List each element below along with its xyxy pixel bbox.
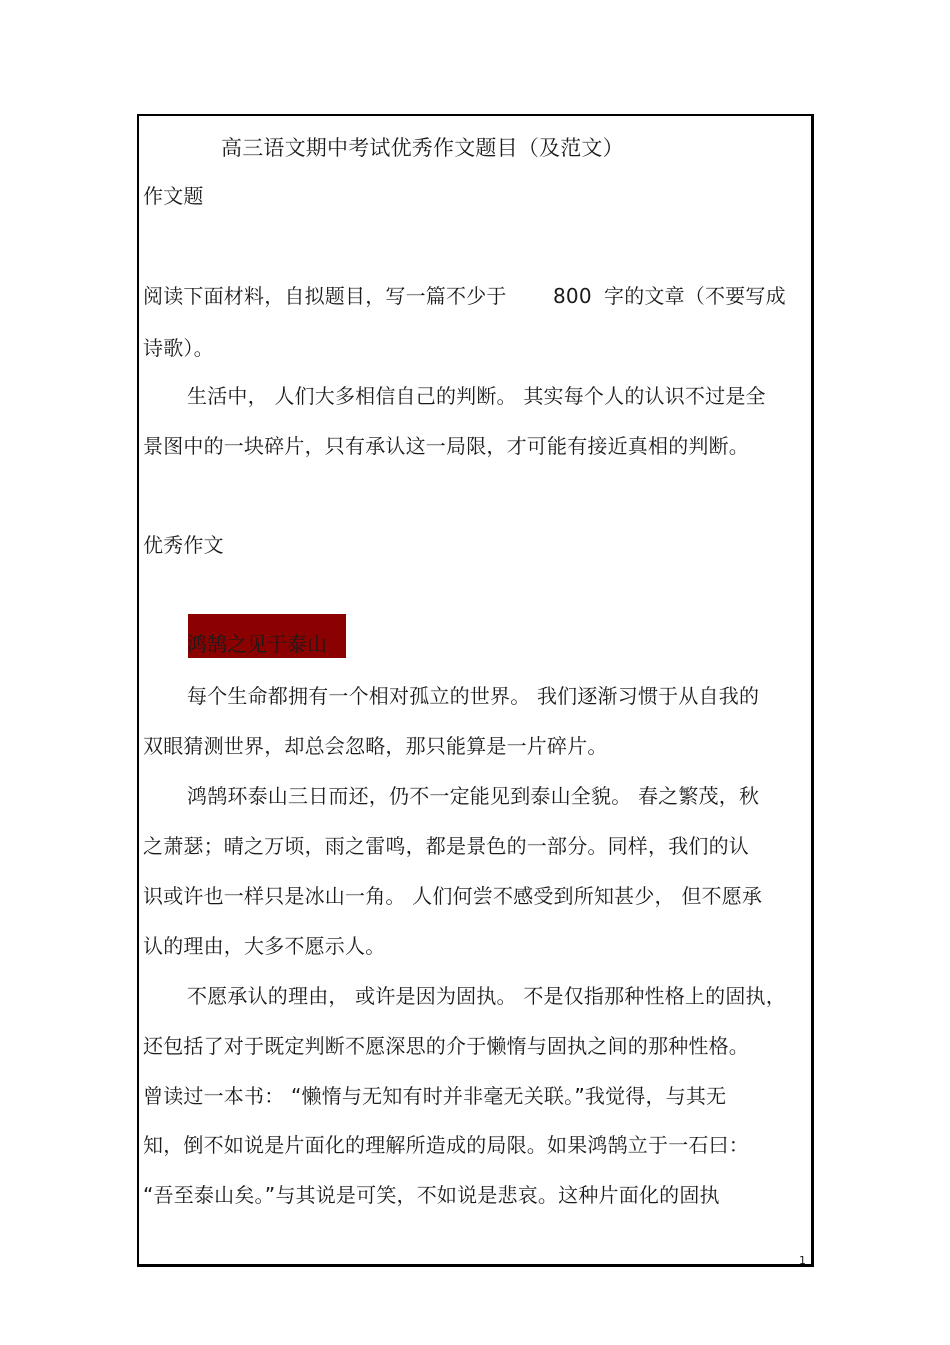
- prompt-text-b: 字的文章（不要写成: [604, 284, 786, 308]
- material-line-1: 生活中， 人们大多相信自己的判断。 其实每个人的认识不过是全: [187, 384, 766, 408]
- essay-title: 鸿鹄之见于泰山: [187, 632, 327, 656]
- essay-line: 识或许也一样只是冰山一角。 人们何尝不感受到所知甚少， 但不愿承: [143, 884, 763, 908]
- material-line-2: 景图中的一块碎片，只有承认这一局限，才可能有接近真相的判断。: [143, 434, 749, 458]
- essay-line: 知，倒不如说是片面化的理解所造成的局限。如果鸿鹄立于一石曰：: [143, 1133, 749, 1157]
- essay-line: 之萧瑟；晴之万顷，雨之雷鸣，都是景色的一部分。同样，我们的认: [143, 834, 749, 858]
- prompt-line-1: [143, 284, 507, 308]
- essay-heading: 优秀作文: [143, 533, 224, 557]
- essay-line: 鸿鹄环泰山三日而还，仍不一定能见到泰山全貌。 春之繁茂，秋: [187, 784, 760, 808]
- word-count: 800: [553, 284, 592, 308]
- essay-line: 还包括了对于既定判断不愿深思的介于懒惰与固执之间的那种性格。: [143, 1034, 749, 1058]
- essay-line: 认的理由，大多不愿示人。: [143, 934, 386, 958]
- prompt-line-2: 诗歌）。: [143, 336, 214, 360]
- essay-line: 双眼猜测世界，却总会忽略，那只能算是一片碎片。: [143, 734, 608, 758]
- prompt-text-a: 阅读下面材料，自拟题目，写一篇不少于: [143, 284, 507, 308]
- prompt-heading: 作文题: [143, 184, 204, 208]
- page-number: 1: [799, 1254, 806, 1267]
- document-title: 高三语文期中考试优秀作文题目（及范文）: [221, 136, 624, 160]
- essay-line: 每个生命都拥有一个相对孤立的世界。 我们逐渐习惯于从自我的: [187, 684, 760, 708]
- essay-line: “吾至泰山矣。”与其说是可笑，不如说是悲哀。这种片面化的固执: [143, 1183, 720, 1207]
- essay-line: 不愿承认的理由， 或许是因为固执。 不是仅指那种性格上的固执，: [187, 984, 786, 1008]
- essay-line: 曾读过一本书： “懒惰与无知有时并非毫无关联。”我觉得，与其无: [143, 1084, 727, 1108]
